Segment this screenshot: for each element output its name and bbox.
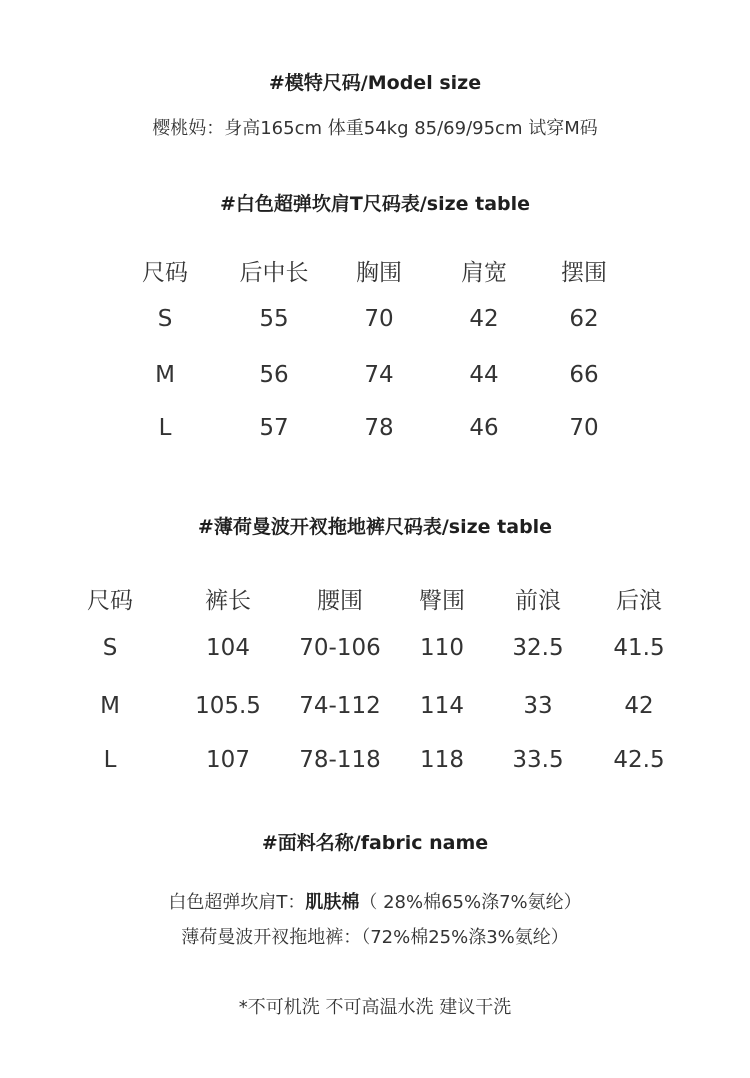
fabric-shirt-prefix: 白色超弹坎肩T： [168, 892, 306, 913]
table-cell: 110 [420, 635, 464, 661]
table-cell: 33.5 [512, 747, 564, 773]
header-cell: 尺码 [142, 260, 188, 286]
model-info: 樱桃妈：身高165cm 体重54kg 85/69/95cm 试穿M码 [152, 118, 598, 139]
table-cell: 62 [569, 306, 599, 332]
model-size-heading: #模特尺码/Model size [268, 72, 482, 94]
header-cell: 尺码 [87, 588, 133, 614]
header-cell: 腰围 [317, 588, 363, 614]
table-cell: M [155, 362, 175, 388]
table-cell: 44 [469, 362, 499, 388]
header-cell: 胸围 [356, 260, 402, 286]
table-cell: 78 [364, 415, 394, 441]
table-cell: 70 [364, 306, 394, 332]
table-cell: 70 [569, 415, 599, 441]
table-cell: L [103, 747, 117, 773]
table-cell: 70-106 [299, 635, 381, 661]
table-cell: S [102, 635, 118, 661]
fabric-shirt-composition: （ 28%棉65%涤7%氨纶） [359, 892, 582, 913]
pants-table-heading: #薄荷曼波开衩拖地裤尺码表/size table [197, 516, 553, 538]
table-cell: 42.5 [613, 747, 665, 773]
table-cell: 41.5 [613, 635, 665, 661]
header-cell: 前浪 [515, 588, 561, 614]
shirt-table-heading: #白色超弹坎肩T尺码表/size table [219, 193, 531, 215]
table-cell: L [158, 415, 172, 441]
table-cell: 74 [364, 362, 394, 388]
table-cell: 78-118 [299, 747, 381, 773]
header-cell: 摆围 [561, 260, 607, 286]
fabric-shirt-line [0, 888, 750, 914]
table-cell: 105.5 [195, 693, 261, 719]
table-cell: 66 [569, 362, 599, 388]
header-cell: 后浪 [616, 588, 662, 614]
fabric-heading: #面料名称/fabric name [261, 832, 489, 854]
table-cell: S [157, 306, 173, 332]
table-cell: M [100, 693, 120, 719]
header-cell: 肩宽 [461, 260, 507, 286]
fabric-pants-line: 薄荷曼波开衩拖地裤：（72%棉25%涤3%氨纶） [181, 927, 569, 948]
fabric-shirt-material: 肌肤棉 [305, 892, 360, 913]
care-note: *不可机洗 不可高温水洗 建议干洗 [238, 997, 512, 1018]
table-cell: 57 [259, 415, 289, 441]
header-cell: 裤长 [205, 588, 251, 614]
table-cell: 32.5 [512, 635, 564, 661]
table-cell: 118 [420, 747, 464, 773]
table-cell: 56 [259, 362, 289, 388]
header-cell: 臀围 [419, 588, 465, 614]
table-cell: 55 [259, 306, 289, 332]
table-cell: 114 [420, 693, 464, 719]
table-cell: 104 [206, 635, 250, 661]
table-cell: 42 [624, 693, 654, 719]
table-cell: 74-112 [299, 693, 381, 719]
table-cell: 46 [469, 415, 499, 441]
table-cell: 42 [469, 306, 499, 332]
header-cell: 后中长 [239, 260, 309, 286]
table-cell: 33 [523, 693, 553, 719]
table-cell: 107 [206, 747, 250, 773]
